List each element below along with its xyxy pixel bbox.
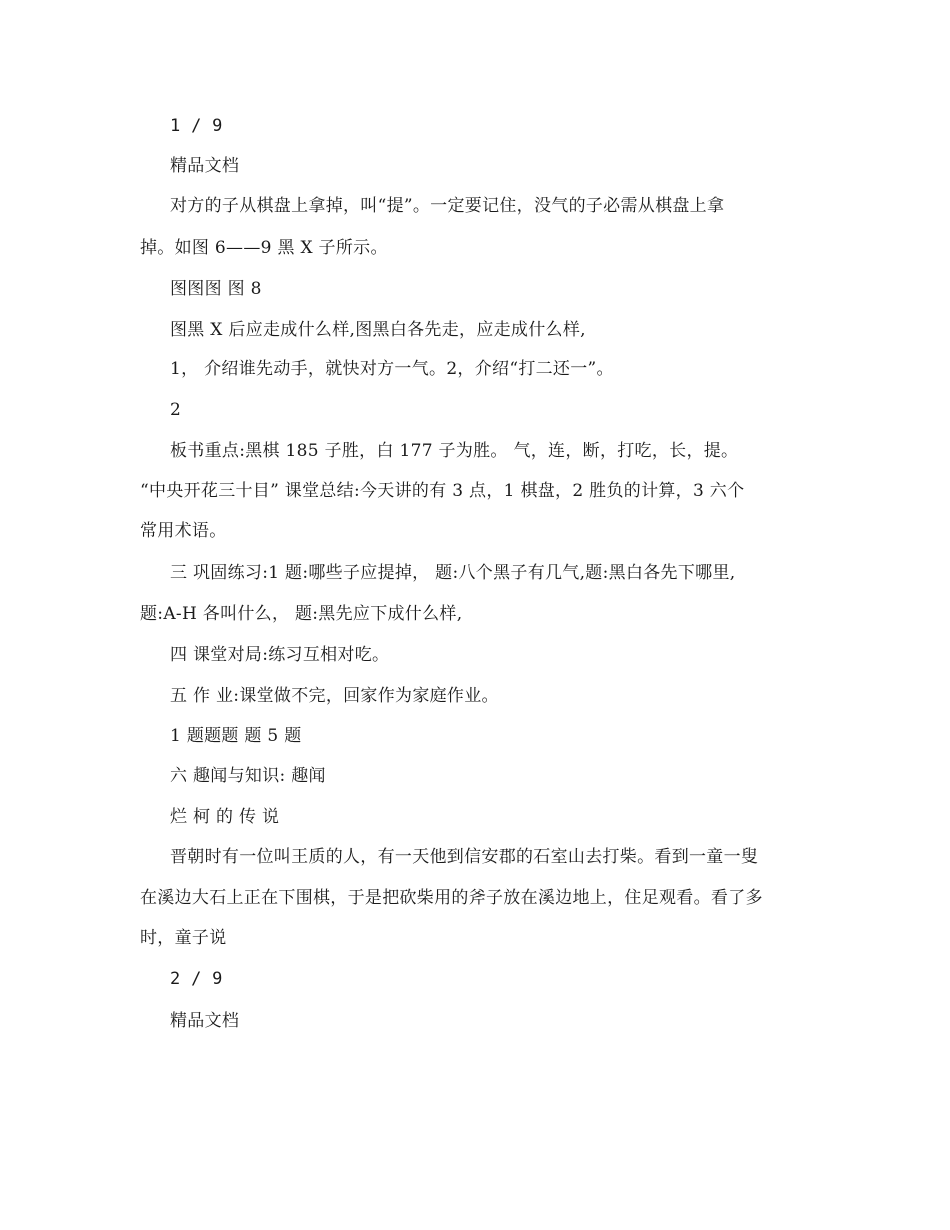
question-line: 图黑 X 后应走成什么样,图黑白各先走，应走成什么样, xyxy=(170,320,586,340)
board-notes-line: “中央开花三十目” 课堂总结:今天讲的有 3 点，1 棋盘，2 胜负的计算，3 六个 xyxy=(140,481,745,501)
section-heading: 六 趣闻与知识: 趣闻 xyxy=(170,766,326,786)
number-label: 2 xyxy=(170,400,182,420)
exercise-line: 三 巩固练习:1 题:哪些子应提掉， 题:八个黑子有几气,题:黑白各先下哪里, xyxy=(170,563,736,583)
story-line: 晋朝时有一位叫王质的人，有一天他到信安郡的石室山去打柴。看到一童一叟 xyxy=(170,847,759,867)
figure-labels: 图图图 图 8 xyxy=(170,279,262,299)
story-line: 在溪边大石上正在下围棋，于是把砍柴用的斧子放在溪边地上，住足观看。看了多 xyxy=(140,888,763,908)
intro-line: 1， 介绍谁先动手，就快对方一气。2，介绍“打二还一”。 xyxy=(170,359,614,379)
board-notes-line: 常用术语。 xyxy=(140,521,227,541)
exercise-line: 题:A-H 各叫什么， 题:黑先应下成什么样, xyxy=(140,604,463,624)
paragraph-line: 掉。如图 6——9 黑 X 子所示。 xyxy=(140,238,388,258)
story-line: 时，童子说 xyxy=(140,928,227,948)
board-notes-line: 板书重点:黑棋 185 子胜，白 177 子为胜。 气，连，断，打吃，长，提。 xyxy=(170,441,739,461)
page-header: 精品文档 xyxy=(170,156,240,176)
paragraph-line: 对方的子从棋盘上拿掉，叫“提”。一定要记住，没气的子必需从棋盘上拿 xyxy=(170,196,725,216)
section-heading: 五 作 业:课堂做不完，回家作为家庭作业。 xyxy=(170,686,499,706)
page-marker: 2 / 9 xyxy=(170,969,223,989)
page-header: 精品文档 xyxy=(170,1011,240,1031)
questions-list: 1 题题题 题 5 题 xyxy=(170,726,302,746)
page-marker: 1 / 9 xyxy=(170,116,223,136)
story-title: 烂 柯 的 传 说 xyxy=(170,807,280,827)
section-heading: 四 课堂对局:练习互相对吃。 xyxy=(170,645,390,665)
